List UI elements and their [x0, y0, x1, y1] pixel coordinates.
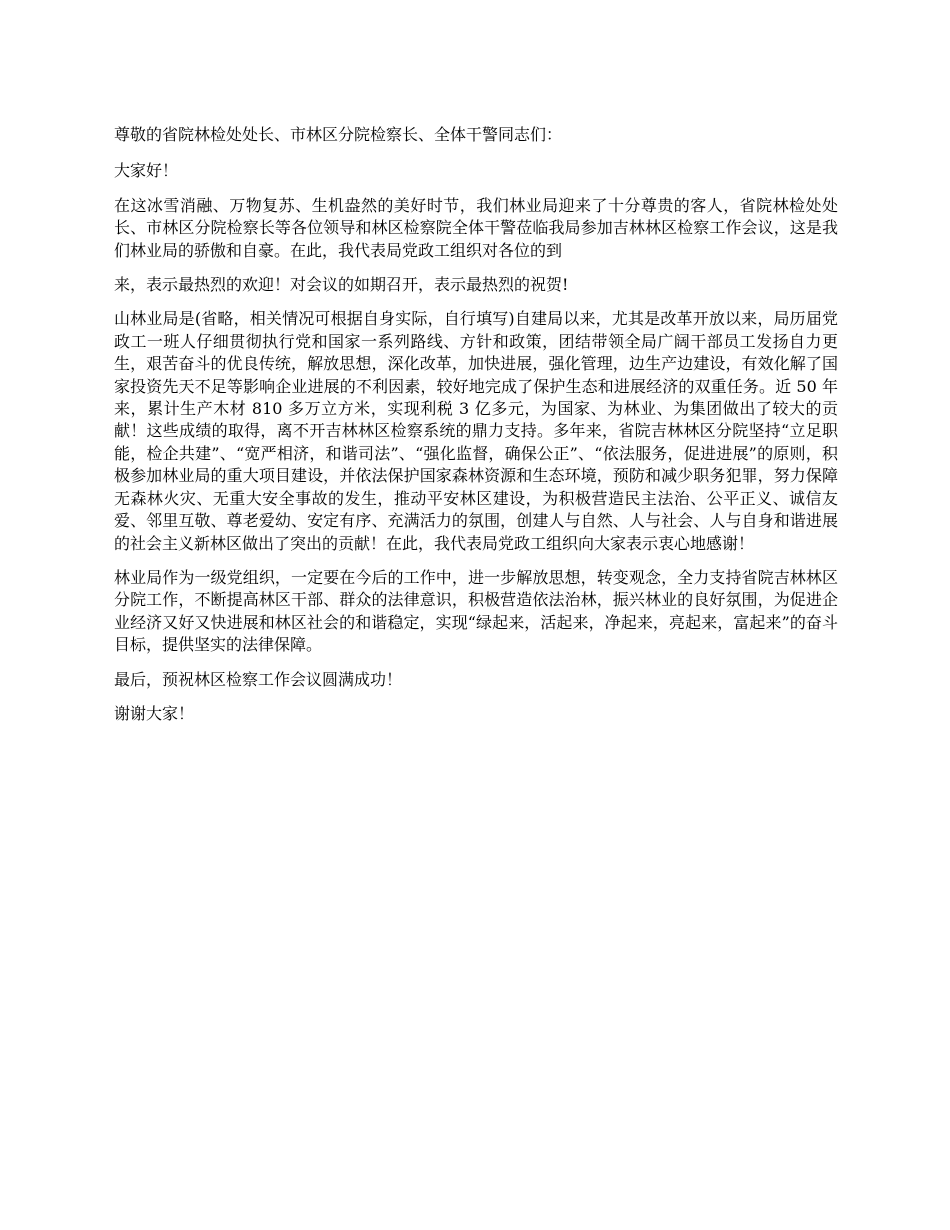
salutation-line: 尊敬的省院林检处处长、市林区分院检察长、全体干警同志们： — [114, 125, 563, 144]
document-page — [114, 124, 838, 725]
closing-wish-line: 最后，预祝林区检察工作会议圆满成功！ — [114, 669, 403, 689]
greeting-line: 大家好！ — [114, 161, 179, 181]
commitment-paragraph: 林业局作为一级党组织，一定要在今后的工作中，进一步解放思想，转变观念，全力支持省院吉林林区分院工作，不断提高林区干部、群众的法律意识，积极营造依法治林，振兴林业的良好氛围，为促进企业经济又好又快进展和林区社会的和谐稳定，实现“绿起来，活起来，净起来，亮起来，富起来”的奋斗目标，提供坚实的法律保障。 — [114, 567, 838, 655]
thanks-line: 谢谢大家！ — [114, 703, 195, 723]
bureau-history-paragraph: 山林业局是(省略，相关情况可根据自身实际，自行填写)自建局以来，尤其是改革开放以来，局历届党政工一班人仔细贯彻执行党和国家一系列路线、方针和政策，团结带领全局广阔干部员工发扬自力更生，艰苦奋斗的优良传统，解放思想，深化改革，加快进展，强化管理，边生产边建设，有效化解了国家投资先天不足等影响企业进展的不利因素，较好地完成了保护生态和进展经济的双重任务。近 50 年来，累计生产木材 810 多万立方米，实现利税 3 亿多元，为国家、为林业、为集团做出了较大的贡献！这些成绩的取得，离不开吉林林区检察系统的鼎力支持。多年来，省院吉林林区分院坚持“立足职能，检企共建”、“宽严相济，和谐司法”、“强化监督，确保公正”、“依法服务，促进进展”的原则，积极参加林业局的重大项目建设，并依法保护国家森林资源和生态环境，预防和减少职务犯罪，努力保障无森林火灾、无重大安全事故的发生，推动平安林区建设，为积极营造民主法治、公平正义、诚信友爱、邻里互敬、尊老爱幼、安定有序、充满活力的氛围，创建人与自然、人与社会、人与自身和谐进展的社会主义新林区做出了突出的贡献！在此，我代表局党政工组织向大家表示衷心地感谢！ — [114, 309, 838, 553]
welcome-paragraph-continued: 来，表示最热烈的欢迎！对会议的如期召开，表示最热烈的祝贺! — [114, 275, 569, 295]
welcome-paragraph: 在这冰雪消融、万物复苏、生机盎然的美好时节，我们林业局迎来了十分尊贵的客人，省院林检处处长、市林区分院检察长等各位领导和林区检察院全体干警莅临我局参加吉林林区检察工作会议，这是我们林业局的骄傲和自豪。在此，我代表局党政工组织对各位的到 — [114, 195, 838, 260]
